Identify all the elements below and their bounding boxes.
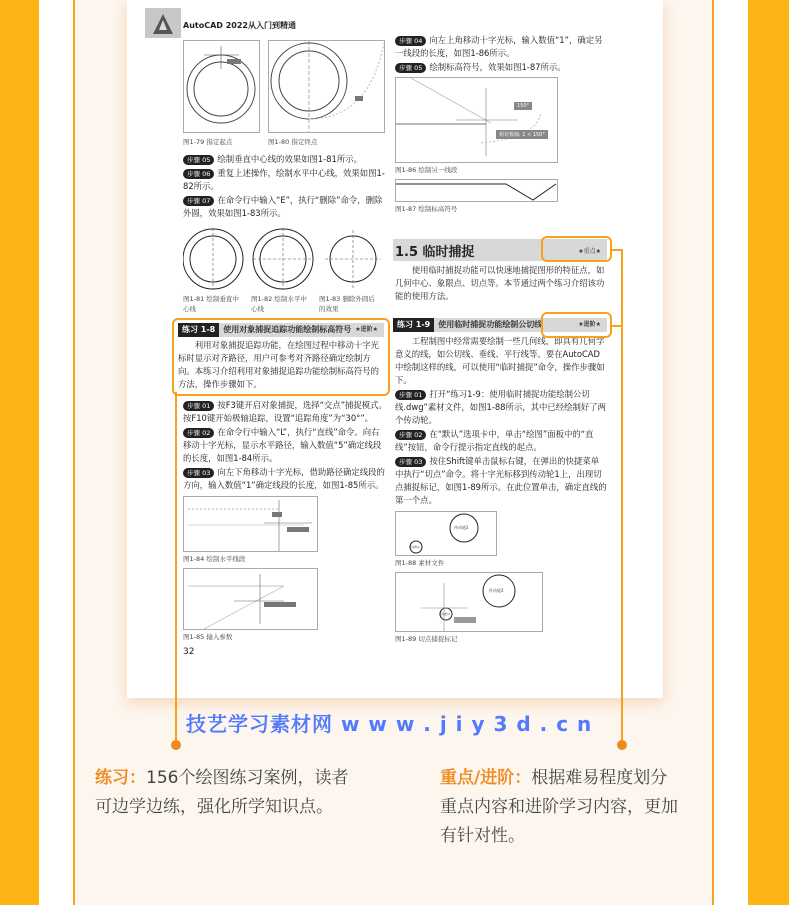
left-connector-dot: [171, 740, 181, 750]
step-text: 绘制标高符号，效果如图1-87所示。: [429, 62, 566, 72]
caption-fig-1-79: 图1-79 指定起点: [183, 138, 233, 146]
step-badge: 步骤 05: [395, 63, 426, 73]
caption-fig-1-87: 图1-87 绘制标高符号: [395, 205, 458, 213]
step-badge: 步骤 04: [395, 36, 426, 46]
left-steps-top: [183, 153, 387, 221]
right-s01: [395, 388, 607, 427]
left-connector-line: [175, 392, 177, 744]
level-badge: ★进阶★: [578, 321, 601, 328]
page-number: 32: [183, 647, 195, 657]
step-badge: 步骤 02: [395, 430, 426, 440]
caption-fig-1-84: 图1-84 绘制水平线段: [183, 555, 246, 563]
left-step-05: [183, 153, 387, 166]
figure-1-80: [268, 40, 385, 133]
callout-label: 练习：: [95, 768, 146, 788]
step-badge: 步骤 06: [183, 169, 214, 179]
wheel-2-label: 传动轮2: [489, 588, 504, 593]
left-steps-lower: [172, 399, 387, 658]
angle-tooltip: 150°: [514, 102, 532, 110]
left-s02: [183, 426, 387, 465]
figure-1-88: [395, 511, 497, 556]
figure-1-86: [395, 77, 558, 163]
exercise-header: [178, 323, 384, 337]
step-text: 向左下角移动十字光标，借助路径确定线段的方向，输入数值“1”确定线段的长度，如图1-85所示。: [183, 467, 385, 490]
left-step-07: [183, 194, 387, 220]
right-connector-line: [621, 249, 623, 744]
right-column-top: [395, 34, 607, 214]
callout-exercise: [95, 764, 350, 822]
caption-fig-1-80: 图1-80 指定终点: [268, 138, 318, 146]
circle-figures: [183, 228, 388, 296]
right-s05: [395, 61, 607, 74]
exercise-tag: 练习 1-9: [393, 318, 434, 332]
section-title: 1.5 临时捕捉: [395, 244, 475, 260]
exercise-title: 使用临时捕捉功能绘制公切线: [438, 320, 543, 329]
step-badge: 步骤 03: [395, 457, 426, 467]
step-text: 向左上角移动十字光标，输入数值“1”，确定另一线段的长度，如图1-86所示。: [395, 35, 603, 58]
callout-label: 重点/进阶：: [440, 768, 532, 788]
step-text: 在命令行中输入“L”，执行“直线”命令。向右移动十字光标，显示水平路径，输入数值“5”确定线段的长度，如图1-84所示。: [183, 427, 382, 463]
caption-fig-1-82: 图1-82 绘制水平中心线: [251, 295, 307, 313]
left-s03: [183, 466, 387, 492]
section-level-highlight-box: [541, 236, 612, 262]
figure-1-79: [183, 40, 260, 133]
caption-fig-1-89: 图1-89 切点捕捉标记: [395, 635, 458, 643]
section-body: 使用临时捕捉功能可以快速地捕捉图形的特征点，如几何中心、象限点、切点等。本节通过两个练习介绍该功能的使用方法。: [395, 265, 605, 301]
watermark: 技艺学习素材网 w w w . j i y 3 d . c n: [186, 712, 593, 736]
right-frame-bar: [748, 0, 789, 905]
wheel-2-label: 传动轮2: [454, 525, 469, 530]
exercise-level-highlight-box: [541, 312, 612, 338]
caption-fig-1-83: 图1-83 删除外圆后的效果: [319, 295, 375, 313]
figure-1-85: [183, 568, 318, 630]
step-text: 按住Shift键单击鼠标右键，在弹出的快捷菜单中执行“切点”命令。将十字光标移到传动轮1上，出现切点捕捉标记，如图1-89所示。在此位置单击，确定直线的第一个点。: [395, 456, 607, 505]
figure-1-84: [183, 496, 318, 552]
left-column-lower: [172, 318, 390, 658]
step-text: 绘制垂直中心线的效果如图1-81所示。: [217, 154, 362, 164]
caption-fig-1-86: 图1-86 绘制另一线段: [395, 166, 458, 174]
callout-text: 根据难易程度划分重点内容和进阶学习内容，更加有针对性。: [440, 768, 678, 846]
step-text: 在命令行中输入“E”，执行“删除”命令，删除外圆，效果如图1-83所示。: [183, 195, 383, 218]
exercise-body: 利用对象捕捉追踪功能，在绘图过程中移动十字光标时显示对齐路径，用户可参考对齐路径确定绘制方向。本练习介绍利用对象捕捉追踪功能绘制标高符号的方法，操作步骤如下。: [178, 340, 380, 389]
step-text: 按F3键开启对象捕捉，选择“交点”捕捉模式。按F10键开始极轴追踪，设置“追踪角度”为“30°”。: [183, 400, 387, 423]
book-title: AutoCAD 2022从入门到精通: [183, 21, 296, 30]
step-badge: 步骤 03: [183, 468, 214, 478]
book-page: [127, 0, 663, 698]
wheel-1-label: 传动轮1: [439, 612, 450, 616]
left-s01: [183, 399, 387, 425]
caption-fig-1-81: 图1-81 绘制垂直中心线: [183, 295, 239, 313]
step-text: 重复上述操作，绘制水平中心线，效果如图1-82所示。: [183, 168, 385, 191]
right-s04: [395, 34, 607, 60]
wheel-1-label: 传动轮1: [409, 545, 420, 549]
exercise-tag: 练习 1-8: [178, 323, 219, 337]
step-badge: 步骤 07: [183, 196, 214, 206]
callout-text: 156个绘图练习案例，读者可边学边练，强化所学知识点。: [95, 768, 349, 817]
step-badge: 步骤 01: [395, 390, 426, 400]
right-connector-dot: [617, 740, 627, 750]
caption-fig-1-88: 图1-88 素材文件: [395, 559, 445, 567]
step-badge: 步骤 01: [183, 401, 214, 411]
step-text: 打开“练习1-9：使用临时捕捉功能绘制公切线.dwg”素材文件，如图1-88所示，其中已经绘制好了两个传动轮。: [395, 389, 606, 425]
step-text: 在“默认”选项卡中，单击“绘图”面板中的“直线”按钮，命令行提示指定直线的起点。: [395, 429, 594, 452]
left-step-06: [183, 167, 387, 193]
level-badge: ★进阶★: [355, 326, 378, 333]
exercise-body: 工程制图中经常需要绘制一些几何线，即具有几何学意义的线，如公切线、垂线、平行线等。要在AutoCAD中绘制这样的线，可以使用“临时捕捉”命令，操作步骤如下。: [395, 336, 605, 385]
right-column-lower: [393, 318, 607, 644]
exercise-1-9: [393, 335, 607, 644]
exercise-1-8: [172, 318, 390, 396]
caption-fig-1-85: 图1-85 输入参数: [183, 633, 233, 641]
polar-tooltip: 相对极轴: 1 < 150°: [496, 130, 548, 139]
exercise-title: 使用对象捕捉追踪功能绘制标高符号: [223, 325, 352, 334]
step-badge: 步骤 05: [183, 155, 214, 165]
right-s03: [395, 455, 607, 507]
left-frame-bar: [0, 0, 39, 905]
level-badge: ★重点★: [578, 247, 601, 255]
callout-key-advanced: [440, 764, 680, 851]
book-logo: [145, 8, 181, 38]
figure-1-89: [395, 572, 543, 632]
step-badge: 步骤 02: [183, 428, 214, 438]
figure-1-87: [395, 179, 558, 202]
right-s02: [395, 428, 607, 454]
